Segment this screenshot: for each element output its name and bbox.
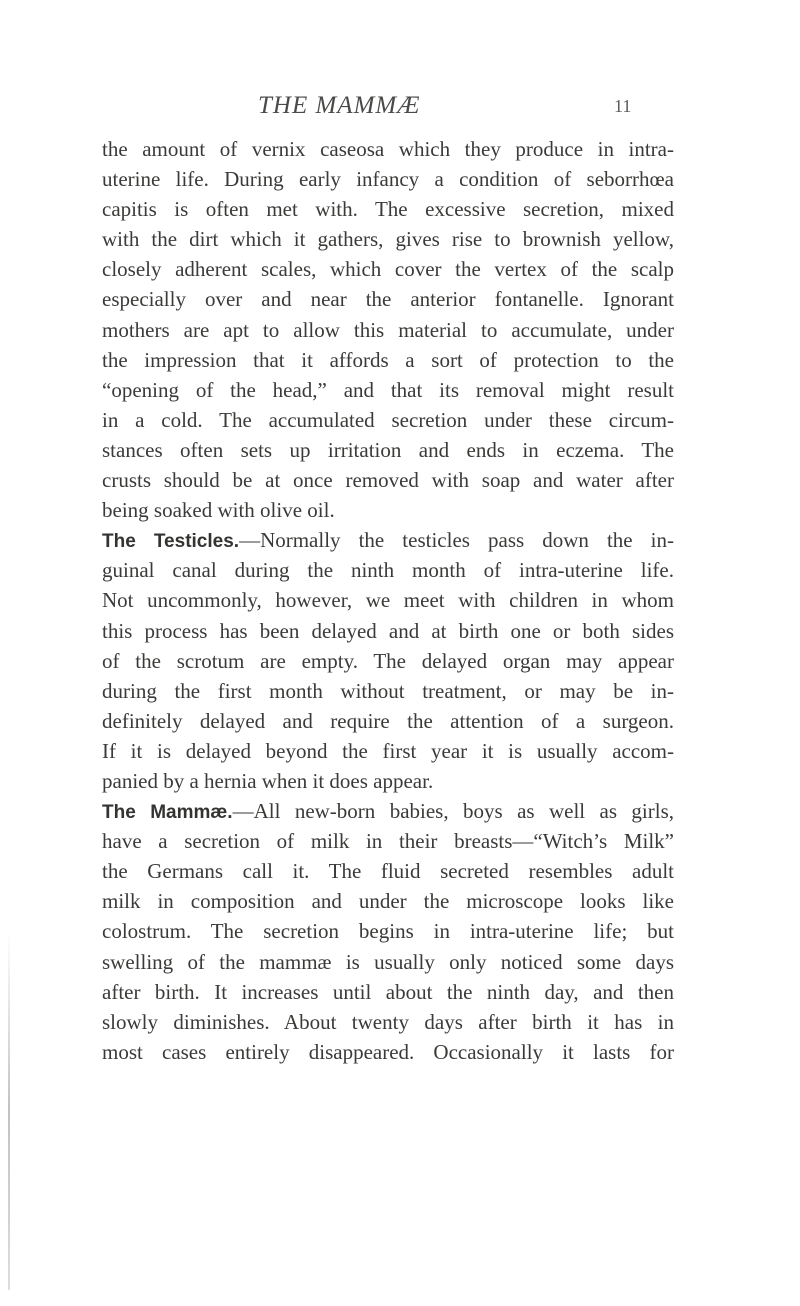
- text-line: panied by a hernia when it does appear.: [102, 768, 434, 793]
- text-line: after birth. It increases until about the ninth day, and then: [102, 979, 674, 1004]
- text-line: most cases entirely disappeared. Occasionally it lasts for: [102, 1039, 674, 1064]
- binding-shadow: [8, 930, 10, 1290]
- text-line: stances often sets up irritation and ends in eczema. The: [102, 437, 674, 462]
- text-line: If it is delayed beyond the first year it is usually accom-: [102, 738, 674, 763]
- text-line: crusts should be at once removed with soap and water after: [102, 468, 674, 493]
- text-line: colostrum. The secretion begins in intra-uterine life; but: [102, 919, 674, 944]
- section-first-line: [102, 525, 674, 555]
- text-line: “opening of the head,” and that its removal might result: [102, 377, 674, 402]
- section-heading-mammae: The Mammæ.: [102, 802, 233, 824]
- text-line: guinal canal during the ninth month of intra-uterine life.: [102, 558, 674, 583]
- text-line: uterine life. During early infancy a condition of seborrhœa: [102, 167, 674, 192]
- page-number: 11: [614, 96, 632, 116]
- text-line: Not uncommonly, however, we meet with children in whom: [102, 588, 674, 613]
- section-first-line: [102, 796, 674, 826]
- running-title: THE MAMMÆ: [258, 92, 421, 119]
- body-text: [102, 134, 674, 1067]
- text-line: in a cold. The accumulated secretion under these circum-: [102, 407, 674, 432]
- text-run: —All new-born babies, boys as well as girls,: [232, 799, 674, 824]
- text-run: —Normally the testicles pass down the in-: [239, 528, 674, 553]
- text-line: the impression that it affords a sort of protection to the: [102, 347, 674, 372]
- text-line: mothers are apt to allow this material to accumulate, under: [102, 317, 674, 342]
- text-line: during the first month without treatment, or may be in-: [102, 678, 674, 703]
- text-line: closely adherent scales, which cover the vertex of the scalp: [102, 257, 674, 282]
- text-line: being soaked with olive oil.: [102, 498, 335, 523]
- running-head: [0, 92, 800, 122]
- text-line: especially over and near the anterior fontanelle. Ignorant: [102, 287, 674, 312]
- text-line: the amount of vernix caseosa which they produce in intra-: [102, 137, 674, 161]
- text-line: the Germans call it. The fluid secreted resembles adult: [102, 859, 674, 884]
- text-line: capitis is often met with. The excessive secretion, mixed: [102, 197, 674, 222]
- text-line: have a secretion of milk in their breasts—“Witch’s Milk”: [102, 829, 674, 854]
- section-heading-testicles: The Testicles.: [102, 531, 240, 553]
- text-line: definitely delayed and require the attention of a surgeon.: [102, 708, 674, 733]
- text-line: this process has been delayed and at birth one or both sides: [102, 618, 674, 643]
- text-line: with the dirt which it gathers, gives rise to brownish yellow,: [102, 227, 674, 252]
- text-line: swelling of the mammæ is usually only noticed some days: [102, 949, 674, 974]
- text-line: milk in composition and under the microscope looks like: [102, 889, 674, 914]
- text-line: slowly diminishes. About twenty days after birth it has in: [102, 1009, 674, 1034]
- text-line: of the scrotum are empty. The delayed organ may appear: [102, 648, 674, 673]
